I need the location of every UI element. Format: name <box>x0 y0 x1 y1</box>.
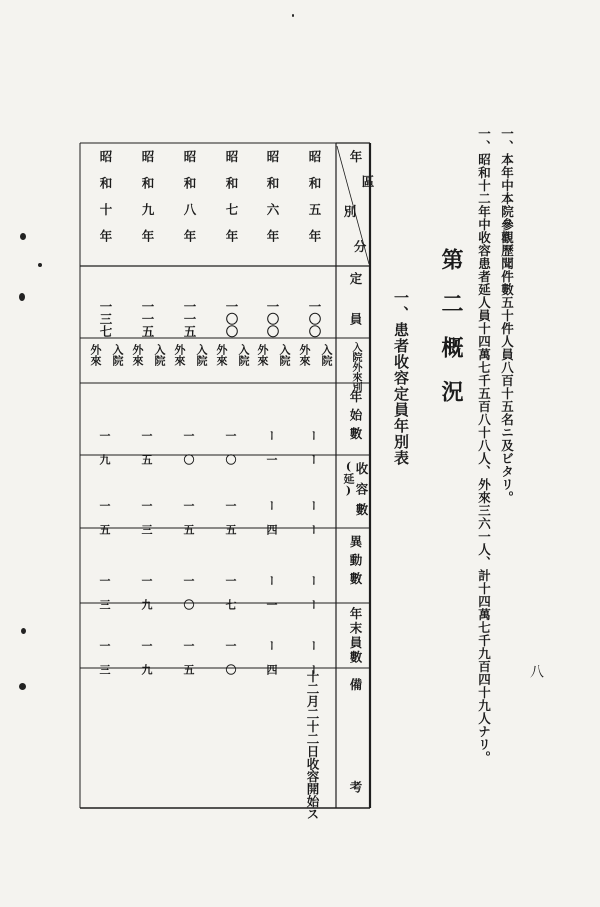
row-in-label: 入院 <box>153 344 166 366</box>
chapter-title: 第二概況 <box>438 248 464 424</box>
row-out-label: 外來 <box>215 344 228 366</box>
row-capacity: 一一五 <box>182 300 197 338</box>
row-capacity: 一〇〇 <box>265 300 280 338</box>
row-start: ー ー <box>307 430 320 465</box>
row-start: 一 〇 <box>182 430 195 465</box>
row-discharged: 一 七 <box>224 575 237 610</box>
row-out-label: 外來 <box>256 344 269 366</box>
row-discharged: ー 一 <box>265 575 278 610</box>
row-discharged: 一 三 <box>98 575 111 610</box>
row-year: 昭和五年 <box>307 150 322 256</box>
header-division: 區 <box>360 175 375 188</box>
row-discharged: 一 九 <box>140 575 153 610</box>
row-in-label: 入院 <box>111 344 124 366</box>
row-year-end: 一 三 <box>98 640 111 675</box>
paragraph-visitors: 一、本年中本院參觀歷聞件數五十件人員八百十五名ニ及ビタリ。 <box>499 127 515 504</box>
row-in-label: 入院 <box>195 344 208 366</box>
row-in-label: 入院 <box>320 344 333 366</box>
header-year: 年 <box>348 150 363 163</box>
row-year-end: 一 〇 <box>224 640 237 675</box>
row-start: 一 五 <box>140 430 153 465</box>
header-remarks: 備考 <box>348 678 363 883</box>
header-category: 分 <box>352 240 367 253</box>
row-year: 昭和六年 <box>265 150 280 256</box>
row-out-label: 外來 <box>173 344 186 366</box>
row-discharged: 一 〇 <box>182 575 195 610</box>
row-out-label: 外來 <box>298 344 311 366</box>
header-discharged: 異動數 <box>348 535 363 591</box>
header-year-end: 年末員數 <box>348 607 363 665</box>
header-inout: 入院外來別 <box>350 342 361 392</box>
row-admitted: 一 五 <box>182 500 195 535</box>
row-start: ー 一 <box>265 430 278 465</box>
scan-speck <box>21 628 26 634</box>
section-title: 一、患者收容定員年別表 <box>392 290 410 466</box>
row-admitted: 一 五 <box>224 500 237 535</box>
row-in-label: 入院 <box>278 344 291 366</box>
row-capacity: 一〇〇 <box>307 300 322 338</box>
scan-speck <box>19 683 26 690</box>
row-start: 一 〇 <box>224 430 237 465</box>
scan-speck <box>19 293 25 301</box>
header-start: 年始數 <box>348 390 363 446</box>
scan-speck <box>38 263 42 267</box>
scan-speck <box>20 233 26 240</box>
scan-speck <box>292 14 294 17</box>
header-by: 別 <box>342 205 357 218</box>
row-out-label: 外來 <box>131 344 144 366</box>
header-admitted-marks: (延) <box>342 460 355 497</box>
row-capacity: 一三七 <box>98 300 113 338</box>
page-number: 八 <box>528 664 544 678</box>
row-year: 昭和七年 <box>224 150 239 256</box>
row-year-end: ー 四 <box>265 640 278 675</box>
row-year-end: 一 五 <box>182 640 195 675</box>
row-admitted: 一 三 <box>140 500 153 535</box>
row-year: 昭和九年 <box>140 150 155 256</box>
row-start: 一 九 <box>98 430 111 465</box>
row-in-label: 入院 <box>237 344 250 366</box>
row-admitted: 一 五 <box>98 500 111 535</box>
row-year-end: 一 九 <box>140 640 153 675</box>
row-capacity: 一〇〇 <box>224 300 239 338</box>
row-year-end: ー ー <box>307 640 320 675</box>
header-admitted: 收容數 <box>354 462 369 524</box>
row-capacity: 一一五 <box>140 300 155 338</box>
row-admitted: ー 四 <box>265 500 278 535</box>
row-discharged: ー ー <box>307 575 320 610</box>
paragraph-patients: 一、昭和十二年中收容患者延人員十四萬七千五百八十八人、外來三六一人、計十四萬七千九百四十九人ナリ。 <box>476 127 492 764</box>
row-out-label: 外來 <box>89 344 102 366</box>
row-year: 昭和八年 <box>182 150 197 256</box>
header-capacity: 定員 <box>348 272 363 353</box>
row-year: 昭和十年 <box>98 150 113 256</box>
row-admitted: ー ー <box>307 500 320 535</box>
row-remark: 十二月二十二日收容開始ス <box>305 670 320 820</box>
